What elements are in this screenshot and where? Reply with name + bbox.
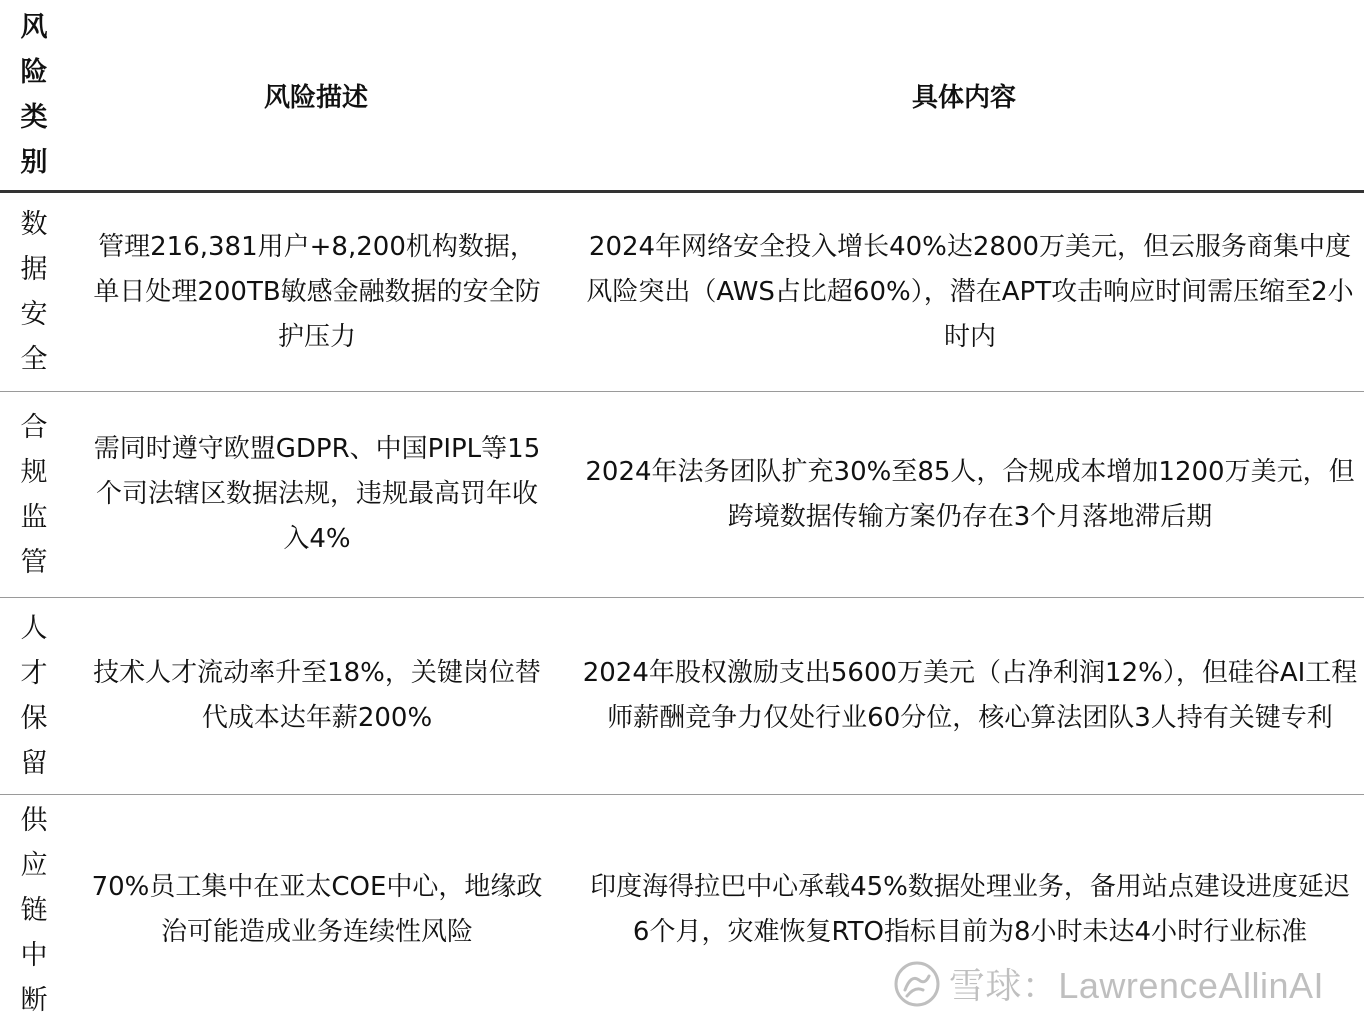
row-description: 需同时遵守欧盟GDPR、中国PIPL等15个司法辖区数据法规，违规最高罚年收入4%: [68, 392, 564, 598]
table-row: [0, 192, 1364, 392]
table-header-row: [0, 0, 1364, 192]
table-row: [0, 598, 1364, 795]
row-detail: 印度海得拉巴中心承载45%数据处理业务，备用站点建设进度延迟6个月，灾难恢复RTO指标目前为8小时未达4小时行业标准: [590, 872, 1350, 947]
row-category: 数据安全: [0, 192, 68, 392]
header-description: 风险描述: [68, 0, 564, 192]
row-description: 管理216,381用户+8,200机构数据，单日处理200TB敏感金融数据的安全防护压力: [68, 192, 564, 392]
row-description: 技术人才流动率升至18%，关键岗位替代成本达年薪200%: [68, 598, 564, 795]
watermark-text: 雪球：LawrenceAllinAI: [948, 965, 1324, 1006]
row-description: 70%员工集中在亚太COE中心，地缘政治可能造成业务连续性风险: [91, 872, 543, 947]
row-category: 人才保留: [0, 598, 68, 795]
header-detail: 具体内容: [564, 0, 1364, 192]
header-category: 风险类别: [0, 0, 68, 192]
row-category: 供应链中断: [20, 804, 48, 1016]
row-category: 合规监管: [0, 392, 68, 598]
row-detail: 2024年法务团队扩充30%至85人，合规成本增加1200万美元，但跨境数据传输方案仍存在3个月落地滞后期: [564, 392, 1364, 598]
watermark: [893, 958, 1324, 1009]
xueqiu-logo-icon: [893, 960, 941, 1008]
table-row: [0, 392, 1364, 598]
row-detail: 2024年网络安全投入增长40%达2800万美元，但云服务商集中度风险突出（AWS占比超60%），潜在APT攻击响应时间需压缩至2小时内: [564, 192, 1364, 392]
row-detail: 2024年股权激励支出5600万美元（占净利润12%），但硅谷AI工程师薪酬竞争力仅处行业60分位，核心算法团队3人持有关键专利: [564, 598, 1364, 795]
